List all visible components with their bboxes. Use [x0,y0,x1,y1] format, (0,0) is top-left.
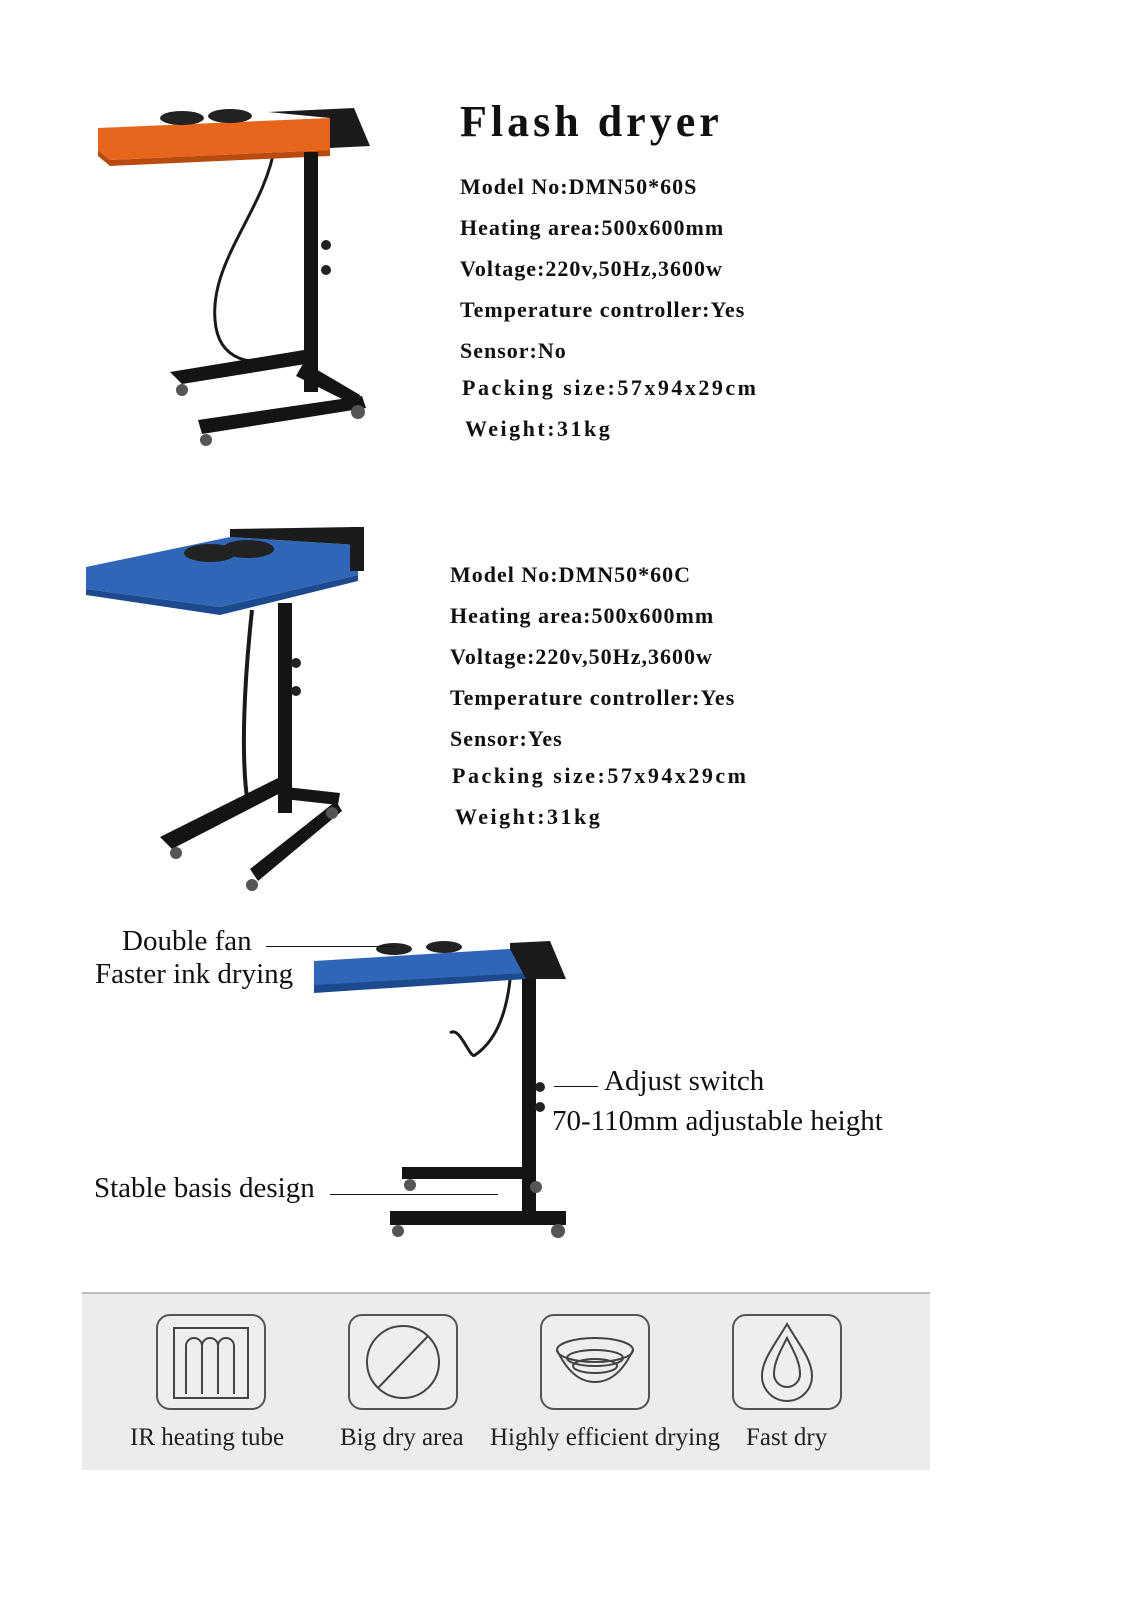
leader-line-adjust-switch [554,1086,598,1087]
blue-flash-dryer-image [80,515,380,895]
spec-weight: Weight:31kg [465,416,613,441]
spec-voltage: Voltage:220v,50Hz,3600w [450,644,713,669]
callout-adjustable-height: 70-110mm adjustable height [552,1105,883,1137]
labelled-dryer-diagram-image [310,935,580,1245]
ir-heating-tube-icon [156,1314,266,1410]
orange-flash-dryer-image [90,100,380,460]
fast-dry-drop-icon [732,1314,842,1410]
spec-sensor: Sensor:Yes [450,726,563,751]
spec-temperature-controller: Temperature controller:Yes [450,685,736,710]
leader-line-stable-basis [330,1194,498,1195]
feature-label-fast-dry: Fast dry [746,1424,828,1451]
spec-packing-size: Packing size:57x94x29cm [462,375,759,400]
page-title: Flash dryer [460,97,723,146]
leader-line-double-fan [266,946,396,947]
callout-faster-ink-drying: Faster ink drying [95,958,294,990]
callout-adjust-switch: Adjust switch [604,1065,765,1097]
callout-double-fan: Double fan [122,925,252,957]
spec-packing-size: Packing size:57x94x29cm [452,763,749,788]
spec-weight: Weight:31kg [455,804,603,829]
callout-stable-basis-design: Stable basis design [94,1172,315,1204]
feature-label-big-dry-area: Big dry area [340,1424,464,1451]
spec-sensor: Sensor:No [460,338,567,363]
spec-voltage: Voltage:220v,50Hz,3600w [460,256,723,281]
spec-model: Model No:DMN50*60C [450,562,692,587]
big-dry-area-icon [348,1314,458,1410]
efficient-drying-icon [540,1314,650,1410]
spec-heating-area: Heating area:500x600mm [450,603,715,628]
spec-heating-area: Heating area:500x600mm [460,215,725,240]
feature-label-ir-heating-tube: IR heating tube [130,1424,285,1451]
spec-temperature-controller: Temperature controller:Yes [460,297,746,322]
feature-label-efficient-drying: Highly efficient drying [490,1424,721,1451]
feature-band [82,1292,930,1470]
spec-model: Model No:DMN50*60S [460,174,698,199]
